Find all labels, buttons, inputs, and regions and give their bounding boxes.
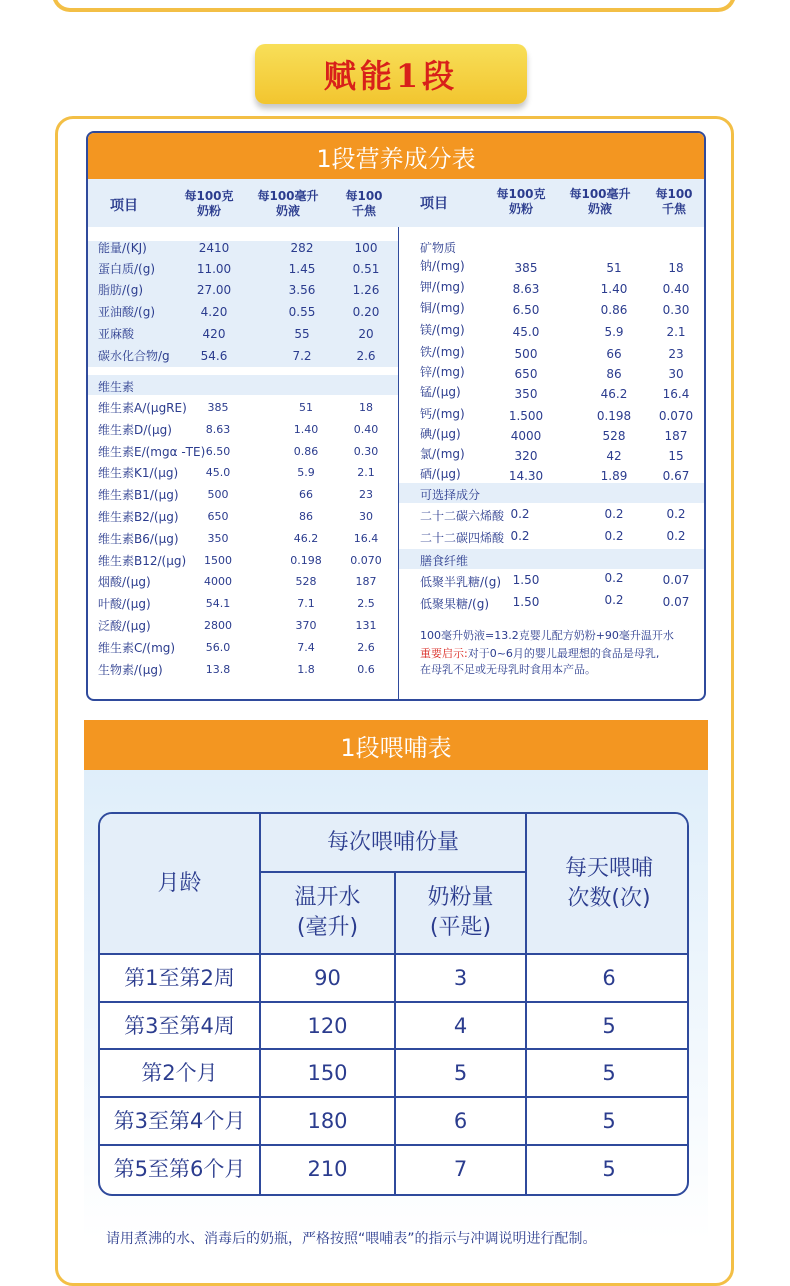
value-per100g: 385 — [514, 261, 538, 275]
value-per100kj: 0.30 — [353, 444, 379, 458]
footer-note: 请用煮沸的水、消毒后的奶瓶，严格按照“喂哺表”的指示与冲调说明进行配制。 — [106, 1231, 597, 1247]
value-per100ml: 0.198 — [596, 409, 632, 423]
value-per100ml: 66 — [299, 488, 313, 502]
feeding-powder: 5 — [453, 1061, 468, 1085]
value-per100g: 0.2 — [510, 529, 530, 543]
value-per100kj: 18 — [668, 261, 684, 275]
value-per100kj: 0.07 — [662, 595, 690, 609]
vitamin-label: 维生素K1/(μg) — [98, 466, 179, 481]
feeding-times: 5 — [602, 1109, 616, 1133]
header-powder: 奶粉量 (平匙) — [427, 885, 494, 940]
value-per100kj: 0.40 — [662, 282, 690, 296]
value-per100kj: 100 — [354, 241, 378, 255]
value-per100kj: 0.2 — [666, 507, 686, 521]
nutrition-panel — [86, 131, 706, 701]
value-per100ml: 3.56 — [288, 283, 316, 297]
value-per100ml: 370 — [295, 619, 317, 632]
feeding-powder: 4 — [453, 1014, 468, 1038]
value-per100g: 2410 — [198, 241, 230, 255]
value-per100g: 8.63 — [205, 422, 231, 436]
value-per100kj: 2.5 — [357, 597, 375, 611]
value-per100kj: 2.1 — [666, 325, 686, 339]
right-header-per100g: 每100克 奶粉 — [496, 187, 546, 216]
value-per100g: 1.500 — [508, 409, 544, 423]
page-title: 赋能1段 — [323, 57, 459, 95]
mineral-label: 氯/(mg) — [420, 447, 465, 461]
value-per100kj: 20 — [358, 327, 374, 341]
mineral-label: 硒/(μg) — [420, 467, 461, 481]
value-per100ml: 46.2 — [600, 387, 628, 401]
mineral-section-label: 矿物质 — [420, 241, 457, 255]
left-header-per100kj: 每100 千焦 — [345, 189, 383, 218]
mineral-label: 钙/(mg) — [420, 407, 465, 421]
value-per100kj: 0.070 — [350, 553, 382, 567]
feeding-powder: 7 — [453, 1157, 468, 1181]
value-per100ml: 7.1 — [297, 597, 315, 611]
value-per100ml: 42 — [606, 449, 622, 463]
right-header-per100kj: 每100 千焦 — [655, 187, 693, 216]
warning-note — [420, 645, 659, 661]
value-per100g: 6.50 — [512, 303, 540, 317]
value-per100g: 56.0 — [205, 640, 231, 654]
value-per100g: 14.30 — [508, 469, 544, 483]
value-per100ml: 1.40 — [293, 422, 319, 436]
value-per100kj: 15 — [668, 449, 684, 463]
value-per100kj: 2.6 — [357, 640, 375, 654]
vitamin-label: 维生素D/(μg) — [98, 422, 172, 437]
value-per100kj: 16.4 — [662, 387, 690, 401]
value-per100g: 4000 — [204, 575, 232, 589]
mineral-label: 钠/(mg) — [420, 259, 465, 273]
value-per100g: 0.2 — [510, 507, 530, 521]
value-per100kj: 18 — [359, 401, 373, 414]
value-per100ml: 0.2 — [604, 529, 624, 543]
feeding-header: 1段喂哺表 — [84, 720, 708, 770]
nutrient-label: 能量/(KJ) — [98, 241, 147, 255]
value-per100kj: 2.1 — [357, 466, 375, 480]
value-per100g: 8.63 — [512, 282, 540, 296]
value-per100kj: 0.30 — [662, 303, 690, 317]
value-per100ml: 5.9 — [604, 325, 624, 339]
value-per100g: 350 — [514, 387, 538, 401]
value-per100ml: 46.2 — [293, 531, 319, 545]
vitamin-label: 维生素B1/(μg) — [98, 488, 179, 503]
value-per100ml: 528 — [295, 575, 317, 589]
value-per100g: 6.50 — [205, 444, 231, 458]
value-per100kj: 23 — [359, 488, 373, 502]
value-per100ml: 528 — [602, 429, 626, 443]
value-per100ml: 1.8 — [297, 662, 315, 676]
vitamin-label: 维生素A/(μgRE) — [98, 401, 187, 415]
mineral-label: 锌/(mg) — [420, 365, 465, 379]
value-per100ml: 0.2 — [604, 507, 624, 521]
value-per100kj: 0.67 — [662, 469, 690, 483]
right-header-per100ml: 每100毫升 奶液 — [569, 187, 631, 216]
fiber-label: 低聚果糖/(g) — [420, 597, 490, 611]
value-per100kj: 23 — [668, 347, 684, 361]
right-header-item: 项目 — [420, 196, 448, 212]
vitamin-label: 叶酸/(μg) — [98, 597, 151, 612]
value-per100kj: 16.4 — [353, 531, 379, 545]
header-water: 温开水 (毫升) — [294, 885, 361, 940]
value-per100g: 500 — [514, 347, 538, 361]
value-per100kj: 0.40 — [353, 422, 379, 436]
value-per100ml: 51 — [606, 261, 622, 275]
value-per100ml: 5.9 — [297, 466, 315, 480]
feeding-age: 第1至第2周 — [124, 966, 235, 990]
warning-text: 对于0~6月的婴儿最理想的食品是母乳, — [467, 647, 660, 660]
title-banner — [255, 44, 527, 104]
vitamin-band — [88, 375, 398, 395]
vitamin-label: 维生素B12/(μg) — [98, 553, 187, 568]
mineral-label: 钾/(mg) — [420, 280, 465, 294]
value-per100kj: 30 — [668, 367, 684, 381]
feeding-water: 150 — [307, 1061, 348, 1085]
header-age: 月龄 — [157, 870, 202, 896]
value-per100kj: 0.51 — [352, 262, 380, 276]
vitamin-label: 烟酸/(μg) — [98, 575, 151, 590]
value-per100kj: 0.6 — [357, 662, 375, 676]
nutrient-label: 亚油酸/(g) — [98, 305, 156, 319]
value-per100g: 4000 — [510, 429, 542, 443]
vitamin-label: 泛酸/(μg) — [98, 619, 151, 633]
feeding-times: 5 — [602, 1061, 616, 1085]
feeding-water: 180 — [307, 1109, 348, 1133]
feeding-powder: 3 — [453, 966, 468, 990]
feeding-water: 90 — [314, 966, 341, 990]
mineral-label: 铁/(mg) — [420, 345, 465, 359]
optional-label: 二十二碳六烯酸 — [420, 509, 505, 523]
value-per100kj: 187 — [355, 575, 377, 589]
value-per100g: 13.8 — [205, 662, 231, 676]
nutrient-label: 亚麻酸 — [98, 327, 135, 341]
nutrition-divider — [398, 227, 399, 701]
value-per100g: 11.00 — [196, 262, 232, 276]
value-per100kj: 131 — [355, 619, 377, 632]
value-per100ml: 1.89 — [600, 469, 628, 483]
feeding-times: 5 — [602, 1157, 616, 1181]
value-per100ml: 1.45 — [288, 262, 316, 276]
left-header-item: 项目 — [110, 198, 138, 214]
value-per100g: 650 — [514, 367, 538, 381]
value-per100ml: 0.86 — [600, 303, 628, 317]
value-per100g: 1.50 — [512, 595, 540, 609]
value-per100g: 45.0 — [512, 325, 540, 339]
mineral-label: 镁/(mg) — [420, 323, 465, 337]
mineral-label: 铜/(mg) — [420, 301, 465, 315]
fiber-section-label: 膳食纤维 — [420, 554, 469, 568]
vitamin-section-label: 维生素 — [98, 380, 135, 394]
value-per100g: 27.00 — [196, 283, 232, 297]
nutrient-label: 蛋白质/(g) — [98, 262, 156, 276]
mineral-label: 锰/(μg) — [420, 385, 461, 399]
mineral-label: 碘/(μg) — [420, 427, 461, 441]
value-per100g: 320 — [514, 449, 538, 463]
optional-label: 二十二碳四烯酸 — [420, 531, 505, 545]
feeding-age: 第3至第4周 — [124, 1014, 235, 1038]
value-per100g: 2800 — [204, 619, 232, 632]
value-per100ml: 0.198 — [290, 553, 322, 567]
vitamin-label: 维生素B2/(μg) — [98, 510, 179, 524]
value-per100g: 1.50 — [512, 573, 540, 587]
feeding-powder: 6 — [453, 1109, 468, 1133]
value-per100ml: 1.40 — [600, 282, 628, 296]
formula-note: 100毫升奶液=13.2克婴儿配方奶粉+90毫升温开水 — [420, 629, 674, 642]
feeding-age: 第5至第6个月 — [113, 1157, 246, 1181]
value-per100g: 420 — [202, 327, 226, 341]
value-per100ml: 282 — [290, 241, 314, 255]
vitamin-label: 维生素C/(mg) — [98, 640, 176, 655]
vitamin-label: 生物素/(μg) — [98, 662, 163, 677]
value-per100ml: 86 — [606, 367, 622, 381]
value-per100g: 350 — [207, 531, 229, 545]
vitamin-label: 维生素B6/(μg) — [98, 531, 179, 546]
feeding-table — [98, 812, 689, 1196]
value-per100ml: 0.86 — [293, 444, 319, 458]
nutrient-label: 脂肪/(g) — [98, 283, 144, 297]
header-times: 每天喂哺 次数(次) — [564, 855, 653, 911]
value-per100kj: 0.2 — [666, 529, 686, 543]
value-per100g: 650 — [207, 510, 229, 523]
top-frame — [52, 0, 736, 12]
value-per100ml: 86 — [299, 510, 313, 523]
nutrition-header: 1段营养成分表 — [88, 133, 704, 179]
value-per100g: 1500 — [204, 553, 232, 567]
optional-section-label: 可选择成分 — [420, 488, 481, 502]
value-per100g: 54.1 — [205, 597, 231, 611]
value-per100kj: 187 — [664, 429, 688, 443]
value-per100ml: 0.2 — [604, 571, 624, 585]
feeding-water: 120 — [307, 1014, 348, 1038]
feeding-water: 210 — [307, 1157, 348, 1181]
value-per100ml: 7.2 — [292, 349, 312, 363]
feeding-times: 6 — [602, 966, 616, 990]
left-header-per100ml: 每100毫升 奶液 — [257, 189, 319, 218]
value-per100g: 4.20 — [200, 305, 228, 319]
value-per100ml: 55 — [294, 327, 310, 341]
nutrient-label: 碳水化合物/g — [98, 349, 170, 363]
fiber-label: 低聚半乳糖/(g) — [420, 575, 502, 589]
warning-note-2: 在母乳不足或无母乳时食用本产品。 — [420, 663, 596, 676]
value-per100kj: 2.6 — [356, 349, 376, 363]
value-per100g: 54.6 — [200, 349, 228, 363]
value-per100g: 500 — [207, 488, 229, 502]
feeding-age: 第2个月 — [141, 1061, 218, 1085]
value-per100kj: 0.070 — [658, 409, 694, 423]
value-per100ml: 7.4 — [297, 640, 315, 654]
value-per100kj: 30 — [359, 510, 373, 523]
feeding-times: 5 — [602, 1014, 616, 1038]
value-per100ml: 0.55 — [288, 305, 316, 319]
value-per100ml: 51 — [299, 401, 313, 414]
vitamin-label: 维生素E/(mgα -TE) — [98, 444, 206, 459]
header-per-feed: 每次喂哺份量 — [326, 829, 459, 855]
value-per100kj: 0.07 — [662, 573, 690, 587]
feeding-age: 第3至第4个月 — [113, 1109, 246, 1133]
value-per100kj: 0.20 — [352, 305, 380, 319]
value-per100ml: 0.2 — [604, 593, 624, 607]
value-per100ml: 66 — [606, 347, 622, 361]
warning-label: 重要启示: — [420, 647, 468, 660]
value-per100g: 385 — [207, 401, 229, 414]
left-header-per100g: 每100克 奶粉 — [184, 189, 234, 218]
value-per100g: 45.0 — [205, 466, 231, 480]
value-per100kj: 1.26 — [352, 283, 380, 297]
